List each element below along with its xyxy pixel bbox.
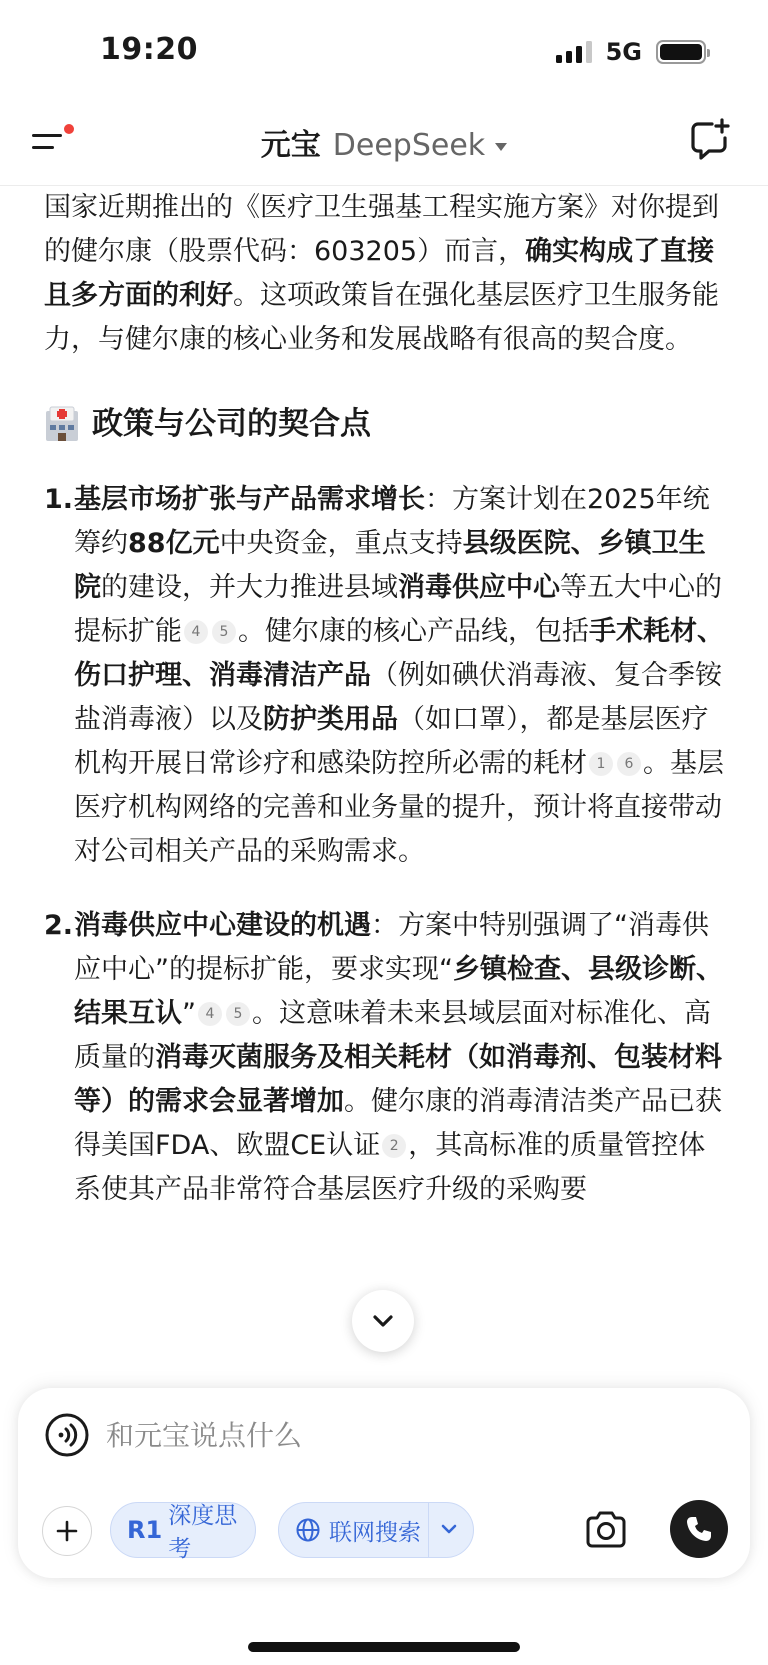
- citation-badge[interactable]: 5: [226, 1002, 250, 1026]
- chat-input[interactable]: [106, 1410, 666, 1460]
- r1-tag: R1: [127, 1516, 163, 1544]
- message-content: [44, 186, 728, 1242]
- camera-button[interactable]: [580, 1504, 632, 1556]
- model-name: DeepSeek: [332, 128, 486, 163]
- pill-divider: [428, 1503, 430, 1557]
- globe-icon: [295, 1517, 321, 1543]
- citation-badge[interactable]: 4: [198, 1002, 222, 1026]
- phone-icon: [684, 1514, 714, 1544]
- top-nav: [0, 100, 768, 186]
- web-search-toggle[interactable]: [278, 1502, 474, 1558]
- voice-wave-icon: [44, 1412, 90, 1458]
- points-list: [44, 478, 728, 1212]
- new-chat-icon: [686, 116, 734, 164]
- deep-think-toggle[interactable]: [110, 1502, 256, 1562]
- add-attachment-button[interactable]: [42, 1506, 92, 1556]
- input-panel: [18, 1388, 750, 1578]
- new-chat-button[interactable]: [686, 116, 734, 164]
- app-name: 元宝: [260, 128, 321, 163]
- citation-badge[interactable]: 4: [184, 620, 208, 644]
- voice-input-button[interactable]: [44, 1412, 90, 1458]
- deep-think-label: 深度思考: [168, 1503, 238, 1562]
- voice-call-button[interactable]: [670, 1500, 728, 1558]
- intro-paragraph: 国家近期推出的《医疗卫生强基工程实施方案》对你提到的健尔康（股票代码：603205）而言，确实构成了直接且多方面的利好。这项政策旨在强化基层医疗卫生服务能力，与健尔康的核心业务和发展战略有很高的契合度。: [44, 192, 719, 355]
- scroll-down-button[interactable]: [352, 1290, 414, 1352]
- citation-badge[interactable]: 2: [382, 1134, 406, 1158]
- citation-badge[interactable]: 6: [617, 752, 641, 776]
- battery-icon: [656, 40, 706, 64]
- status-icons: [556, 38, 706, 66]
- network-type: 5G: [605, 38, 642, 66]
- chevron-down-icon: [370, 1308, 396, 1334]
- plus-icon: [55, 1519, 79, 1543]
- camera-icon: [580, 1504, 632, 1556]
- section-heading: 政策与公司的契合点: [44, 402, 728, 446]
- hospital-icon: [44, 405, 80, 443]
- caret-down-icon: [495, 143, 507, 151]
- citation-badge[interactable]: 5: [212, 620, 236, 644]
- status-time: 19:20: [100, 32, 198, 67]
- list-item: 2. 消毒供应中心建设的机遇：方案中特别强调了“消毒供应中心”的提标扩能，要求实现“乡镇检查、县级诊断、结果互认” 4 5 。这意味着未来县域层面对标准化、高质量的消毒灭菌服务及相关耗材（如消毒剂、包装材料等）的需求会显著增加。健尔康的消毒清洁类产品已获得美国FDA、欧盟CE认证 2 ，其高标准的质量管控体系使其产品非常符合基层医疗升级的采购要: [44, 910, 723, 1205]
- chevron-down-icon[interactable]: [437, 1517, 461, 1541]
- signal-icon: [556, 41, 592, 63]
- list-item: 1. 基层市场扩张与产品需求增长：方案计划在2025年统筹约88亿元中央资金，重点支持县级医院、乡镇卫生院的建设，并大力推进县域消毒供应中心等五大中心的提标扩能 4 5 。健尔康的核心产品线，包括手术耗材、伤口护理、消毒清洁产品（例如碘伏消毒液、复合季铵盐消毒液）以及防护类用品（如口罩），都是基层医疗机构开展日常诊疗和感染防控所必需的耗材 1 6 。基层医疗机构网络的完善和业务量的提升，预计将直接带动对公司相关产品的采购需求。: [44, 484, 724, 867]
- home-indicator: [248, 1642, 520, 1652]
- web-search-label: 联网搜索: [329, 1519, 421, 1546]
- model-selector[interactable]: [0, 120, 768, 164]
- status-bar: [0, 0, 768, 100]
- citation-badge[interactable]: 1: [589, 752, 613, 776]
